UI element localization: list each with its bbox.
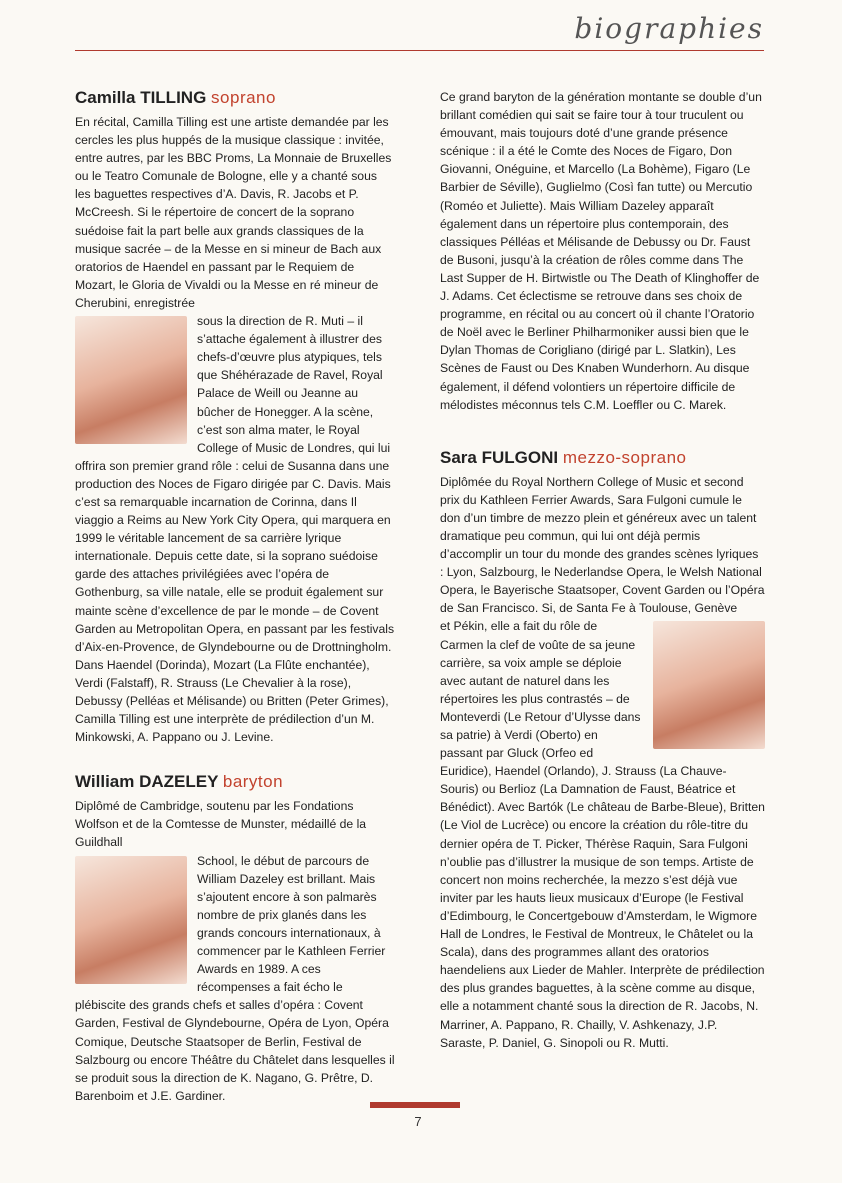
- bio-paragraph: En récital, Camilla Tilling est une artiste demandée par les cercles les plus huppés de la musique classique : invitée, entre autres, par les BBC Proms, La Monnaie de Bruxelles ou le Teatro Comunale de Bologne, elle y a chanté sous les baguettes respectives d’A. Davis, R. Jacobs et P. McCreesh. Si le répertoire de concert de la soprano suédoise fait la part belle aux grands classiques de la musique sacrée – de la Messe en si mineur de Bach aux oratorios de Haendel en passant par le Requiem de Mozart, le Gloria de Vivaldi ou la Messe en ré mineur de Cherubini, enregistrée: [75, 115, 392, 310]
- artist-voice: mezzo-soprano: [562, 447, 687, 467]
- right-column: [440, 88, 765, 1052]
- artist-photo: [653, 621, 765, 749]
- artist-heading: [75, 88, 395, 108]
- bio-paragraph-continued: Ce grand baryton de la génération montante se double d’un brillant comédien qui sait se faire tour à tour truculent ou émouvant, mais toujours doté d’une grande présence scénique : il a été le Comte des Noces de Figaro, Don Giovanni, Onéguine, et Marcello (La Bohème), Figaro (Le Barbier de Séville), Guglielmo (Così fan tutte) ou Mercutio (Roméo et Juliette). Mais William Dazeley apparaît également dans un répertoire plus contemporain, des classiques Pélléas et Mélisande de Debussy ou Dr. Faust de Busoni, jusqu’à la création de rôles comme dans The Last Supper de H. Birtwistle ou The Death of Klinghoffer de J. Adams. Cet éclectisme se retrouve dans ses choix de programme, en récital ou au concert où il chante l’Oratorio de Noël avec le Berliner Philharmoniker aussi bien que le Dylan Thomas de Corigliano (dirigé par L. Slatkin), Les Scènes de Faust ou Des Knaben Wunderhorn. Au disque également, il défend volontiers un répertoire difficile de mélodistes méconnus tels C.M. Loeffler ou C. Marek.: [440, 90, 762, 412]
- artist-heading: [440, 448, 765, 468]
- section-gap: [440, 414, 765, 448]
- bio-paragraph: Diplômé de Cambridge, soutenu par les Fondations Wolfson et de la Comtesse de Munster, médaillé de la Guildhall: [75, 799, 367, 850]
- bio-paragraph: Diplômée du Royal Northern College of Music et second prix du Kathleen Ferrier Awards, Sara Fulgoni cumule le don d’un timbre de mezzo plein et généreux avec un talent dramatique peu commun, qui lui ont déjà permis d’accomplir un tour du monde des grandes scènes lyriques : Lyon, Salzbourg, le Nederlandse Opera, le Welsh National Opera, le Bayerische Staatsoper, Covent Garden ou l’Opéra de San Francisco. Si, de Santa Fe à Toulouse, Genève: [440, 474, 765, 616]
- header-rule: [75, 50, 764, 51]
- page-number: [0, 1114, 842, 1129]
- artist-name: William DAZELEY: [75, 772, 219, 792]
- artist-heading: [75, 772, 395, 792]
- bio-paragraph: School, le début de parcours de William Dazeley est brillant. Mais s’ajoutent encore à son palmarès nombre de prix glanés dans les grands concours internationaux, à commencer par le Kathleen Ferrier Awards en 1989. A ces récompenses a fait écho le plébiscite des grands chefs et salles d’opéra : Covent Garden, Festival de Glyndebourne, Opéra de Lyon, Opéra Comique, Deutsche Staatsoper de Berlin, Festival de Salzbourg ou encore Théâtre du Châtelet dans lesquelles il se produit sous la direction de K. Nagano, G. Prêtre, D. Barenboim et J.E. Gardiner.: [75, 853, 395, 1103]
- bio-paragraph: et Pékin, elle a fait du rôle de Carmen la clef de voûte de sa jeune carrière, sa voix ample se déploie avec autant de naturel dans les répertoires les plus contrastés – de Monteverdi (Le Retour d’Ulysse dans sa patrie) à Verdi (Oberto) en passant par Gluck (Orfeo ed Euridice), Haendel (Orlando), J. Strauss (La Chauve-Souris) ou Berlioz (La Damnation de Faust, Béatrice et Bénédict). Avec Bartók (Le château de Barbe-Bleue), Britten (Le Viol de Lucrèce) ou encore la création du rôle-titre du dernier opéra de T. Picker, Thérèse Raquin, Sara Fulgoni n’oublie pas d’illustrer la musique de son temps. Artiste de concert non moins recherchée, la mezzo s’est déjà vue inviter par les hauts lieux musicaux d’Europe (le Festival d’Edimbourg, le Concertgebouw d’Amsterdam, le Wigmore Hall de Londres, le Festival de Montreux, le Châtelet ou la Scala), dans des programmes allant des oratorios haendeliens aux Lieder de Mahler. Interprète de prédilection des plus grandes baguettes, à la scène comme au disque, elle a notamment chanté sous la direction de R. Jacobs, N. Marriner, A. Pappano, R. Chailly, V. Ashkenazy, J.P. Saraste, P. Daniel, G. Sinopoli ou R. Mutti.: [440, 619, 765, 1050]
- artist-voice: baryton: [222, 772, 284, 792]
- artist-photo: [75, 856, 187, 984]
- artist-name: Sara FULGONI: [440, 447, 559, 467]
- bio-william-dazeley: [75, 772, 395, 1105]
- page-header-title: biographies: [574, 12, 764, 45]
- footer-rule: [370, 1102, 460, 1108]
- section-gap: [75, 746, 395, 772]
- bio-paragraph: sous la direction de R. Muti – il s’attache également à illustrer des chefs-d’œuvre plus atypiques, tels que Shéhérazade de Ravel, Royal Palace de Weill ou Jeanne au bûcher de Honegger. A la scène, c’est son alma mater, le Royal College of Music de Londres, qui lui offrira son premier grand rôle : celui de Susanna dans une production des Noces de Figaro dirigée par C. Davis. Mais c’est sa remarquable incarnation de Corinna, dans Il viaggio a Reims au New York City Opera, qui marquera en 1999 le véritable lancement de sa carrière lyrique internationale. Depuis cette date, si la soprano suédoise garde des attaches privilégiées avec l’opéra de Gothenburg, sa ville natale, elle se produit également sur mainte scène d’excellence de par le monde – de Covent Garden au Metropolitan Opera, en passant par les festivals d’Aix-en-Provence, de Glyndebourne ou de Drottningholm. Dans Haendel (Dorinda), Mozart (La Flûte enchantée), Verdi (Falstaff), R. Strauss (Le Chevalier à la rose), Debussy (Pelléas et Mélisande) ou Britten (Peter Grimes), Camilla Tilling est une interprète de prédilection d’un M. Minkowski, A. Pappano ou J. Levine.: [75, 314, 395, 745]
- bio-camilla-tilling: [75, 88, 395, 746]
- artist-voice: soprano: [211, 88, 276, 107]
- artist-photo: [75, 316, 187, 444]
- bio-sara-fulgoni: [440, 448, 765, 1052]
- page-number-value: 7: [414, 1114, 422, 1129]
- left-column: [75, 88, 395, 1105]
- artist-name: Camilla TILLING: [75, 88, 207, 107]
